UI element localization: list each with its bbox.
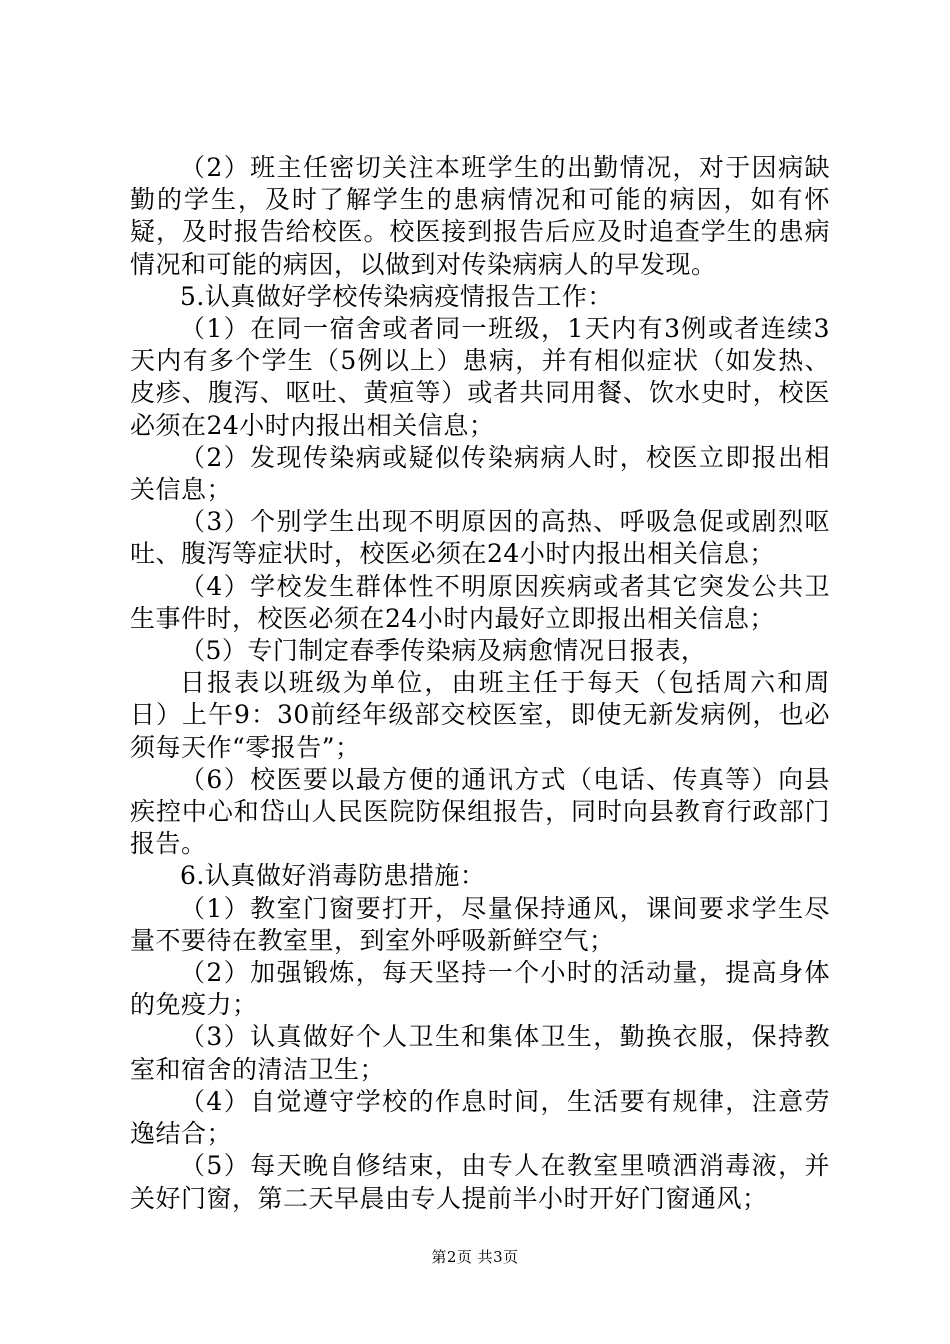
heading-epidemic-report: 5.认真做好学校传染病疫情报告工作： <box>180 281 613 311</box>
heading-disinfection: 6.认真做好消毒防患措施： <box>180 861 486 891</box>
paragraph-report-rule-2: （2）发现传染病或疑似传染病病人时，校医立即报出相关信息； <box>130 442 830 505</box>
paragraph-report-rule-6: （6）校医要以最方便的通讯方式（电话、传真等）向县疾控中心和岱山人民医院防保组报告，同时向县教育行政部门报告。 <box>130 764 830 859</box>
paragraph-report-rule-1: （1）在同一宿舍或者同一班级，1天内有3例或者连续3天内有多个学生（5例以上）患病，并有相似症状（如发热、皮疹、腹泻、呕吐、黄疸等）或者共同用餐、饮水史时，校医必须在24小时内报出相关信息； <box>130 314 830 440</box>
paragraph-report-rule-5: （5）专门制定春季传染病及病愈情况日报表， <box>180 636 707 666</box>
page-number-label: 第2页 共3页 <box>431 1248 519 1266</box>
paragraph-report-rule-4: （4）学校发生群体性不明原因疾病或者其它突发公共卫生事件时，校医必须在24小时内最好立即报出相关信息； <box>130 571 830 633</box>
paragraph-disinfection-4: （4）自觉遵守学校的作息时间，生活要有规律，注意劳逸结合； <box>130 1086 830 1149</box>
paragraph-disinfection-1: （1）教室门窗要打开，尽量保持通风，课间要求学生尽量不要待在教室里，到室外呼吸新鲜空气； <box>130 893 830 955</box>
paragraph-disinfection-5: （5）每天晚自修结束，由专人在教室里喷洒消毒液，并关好门窗，第二天早晨由专人提前半小时开好门窗通风； <box>130 1151 830 1213</box>
document-body <box>130 152 830 1215</box>
paragraph-disinfection-2: （2）加强锻炼，每天坚持一个小时的活动量，提高身体的免疫力； <box>130 958 830 1020</box>
paragraph-report-rule-3: （3）个别学生出现不明原因的高热、呼吸急促或剧烈呕吐、腹泻等症状时，校医必须在24小时内报出相关信息； <box>130 507 830 569</box>
paragraph-class-teacher-attendance: （2）班主任密切关注本班学生的出勤情况，对于因病缺勤的学生，及时了解学生的患病情况和可能的病因，如有怀疑，及时报告给校医。校医接到报告后应及时追查学生的患病情况和可能的病因，以做到对传染病病人的早发现。 <box>130 153 830 279</box>
paragraph-disinfection-3: （3）认真做好个人卫生和集体卫生，勤换衣服，保持教室和宿舍的清洁卫生； <box>130 1022 830 1084</box>
page-footer <box>0 1246 950 1267</box>
paragraph-daily-report: 日报表以班级为单位，由班主任于每天（包括周六和周日）上午9：30前经年级部交校医室，即使无新发病例，也必须每天作“零报告”； <box>130 668 830 762</box>
